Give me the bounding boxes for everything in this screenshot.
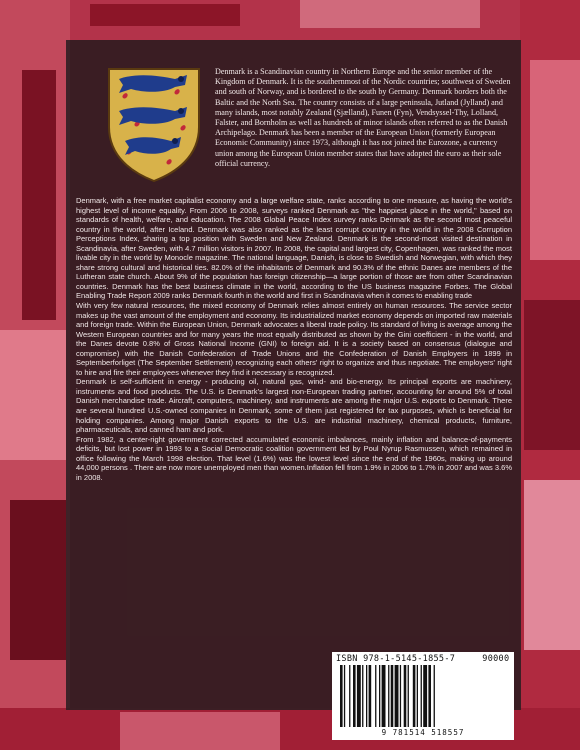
paragraph-energy: Denmark is self-sufficient in energy - producing oil, natural gas, wind- and bio-energy. Its principal exports are machinery, instruments and food products. The U.S. is Denmark's largest non-European trading partner, accounting for around 5% of total Danish merchandise trade. Aircraft, computers, machinery, and instruments are among the major U.S. exports to Denmark. There are several hundred U.S.-owned companies in Denmark, some of them just registered for tax purposes, which is beneficial for holding companies. Among major Danish exports to the U.S. are industrial machinery, chemical products, furniture, pharmaceuticals, and canned ham and pork. [76,377,512,435]
price-code: 90000 [482,654,510,664]
isbn-barcode [332,652,514,740]
coat-of-arms-icon [105,65,203,183]
paragraph-resources: With very few natural resources, the mixed economy of Denmark relies almost entirely on human resources. The service sector makes up the vast amount of the employment and economy. Its industrialized market economy depends on imported raw materials and foreign trade. Within the European Union, Denmark advocates a liberal trade policy. Its standard of living is average among the Western European countries and for many years the most equally distributed as shown by the Gini coefficient - in the world, and the Danes devote 0.8% of Gross National Income (GNI) to foreign aid. It is a society based on consensus (dialogue and compromise) with the Danish Confederation of Trade Unions and the Confederation of Danish Employers in 1899 in Septemberforliget (The September Settlement) recognizing each others' right to organize and thus negotiate. The employers' right to hire and fire their employees whenever they find it necessary is recognized. [76,301,512,377]
isbn-label: ISBN 978-1-5145-1855-7 90000 [336,654,510,664]
paragraph-politics: From 1982, a center-right government corrected accumulated economic imbalances, mainly inflation and balance-of-payments deficits, but lost power in 1993 to a Social Democratic coalition government led by Poul Nyrup Rasmussen, which remained in office following the March 1998 election. That level (1.6%) was the lowest level since the end of the 1960s, making up around 44,000 persons . There are now more unemployed men than women.Inflation fell from 1.9% in 2006 to 1.7% in 2007 and was 3.6% in 2008. [76,434,512,482]
paragraph-economy: Denmark, with a free market capitalist economy and a large welfare state, ranks according to one measure, as having the world's highest level of income equality. From 2006 to 2008, surveys ranked Denmark as "the happiest place in the world," based on standards of health, welfare, and education. The 2008 Global Peace Index survey ranks Denmark as the second most peaceful country in the world, after Iceland. Denmark was also ranked as the least corrupt country in the world in the 2008 Corruption Perceptions Index, sharing a top position with Sweden and New Zealand. Denmark is the second-most visited destination in Scandinavia, after Sweden, with 4.7 million visitors in 2007. In 2008, the capital and largest city, Copenhagen, was ranked the most livable city in the world by Monocle magazine. The national language, Danish, is close to Swedish and Norwegian, with which they share strong cultural and historical ties. 82.0% of the inhabitants of Denmark and 90.3% of the ethnic Danes are members of the Lutheran state church. About 9% of the population has foreign citizenship—a large portion of those are from other Scandinavian countries. Denmark has the best business climate in the world, according to the US business magazine Forbes. The Global Enabling Trade Report 2009 ranks Denmark fourth in the world and first in Scandinavia when it comes to enabling trade [76,196,512,301]
barcode-digits: 9 781514 518557 [381,728,465,737]
body-text [76,196,512,482]
barcode-bars-icon [338,665,508,727]
intro-paragraph: Denmark is a Scandinavian country in Northern Europe and the senior member of the Kingdom of Denmark. It is the southernmost of the Nordic countries; southwest of Sweden and south of Norway, and is bordered to the south by Germany. Denmark borders both the Baltic and the North Sea. The country consists of a large peninsula, Jutland (Jylland) and many islands, most notably Zealand (Sjælland), Funen (Fyn), Vendsyssel-Thy, Lolland, Falster, and Bornholm as well as hundreds of minor islands often referred to as the Danish Archipelago. Denmark has been a member of the European Union (formerly European Economic Community) since 1973, although it has not joined the Eurozone, a currency union among the European Union member states that have adopted the euro as their sole official currency. [215,67,511,168]
